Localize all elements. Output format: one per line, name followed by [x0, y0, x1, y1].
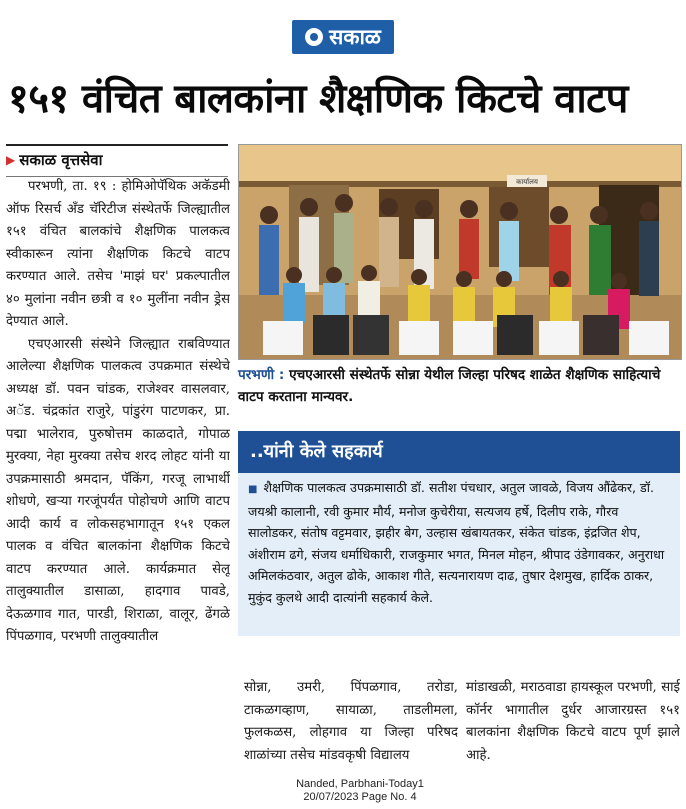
sidebar-box-body	[238, 473, 680, 636]
photo-illustration	[239, 145, 681, 359]
byline	[6, 150, 102, 170]
footer-edition: Nanded, Parbhani-Today1	[296, 778, 424, 790]
page-footer	[240, 778, 480, 804]
article-column-right	[466, 677, 680, 777]
article-continuation-right: मांडाखळी, मराठवाडा हायस्कूल परभणी, साई कॉर्नर भागातील दुर्धर आजारग्रस्त १५१ बालकांना शैक्षणिक किटचे वाटप पूर्ण झाले आहे.	[466, 680, 680, 763]
headline: १५१ वंचित बालकांना शैक्षणिक किटचे वाटप	[8, 76, 628, 122]
caption-location: परभणी :	[238, 367, 285, 383]
caption-text: एचएआरसी संस्थेतर्फे सोन्ना येथील जिल्हा परिषद शाळेत शैक्षणिक साहित्याचे वाटप करताना मान्यवर.	[238, 367, 661, 405]
masthead-title: सकाळ	[329, 24, 381, 49]
office-sign: कार्यालय	[516, 178, 538, 186]
sidebar-box-heading: ..यांनी केले सहकार्य	[238, 431, 680, 473]
footer-date-page: 20/07/2023 Page No. 4	[303, 791, 417, 803]
byline-top-rule	[6, 144, 228, 146]
article-paragraph-2: एचएआरसी संस्थेने जिल्ह्यात राबविण्यात आलेल्या शैक्षणिक पालकत्व उपक्रमात संस्थेचे अध्यक्ष डॉ. पवन चांडक, राजेश्वर वासलवार, अॅड. चंद्रकांत राजुरे, पांडुरंग पाटणकर, प्रा. पद्मा भालेराव, पुरुषोत्तम काळदाते, गोपाळ मुरक्या, नेहा मुरक्या तसेच शरद लोहट यांनी या उपक्रमासाठी श्रमदान, पॅकिंग, गरजू लाभार्थी शोधणे, खऱ्या गरजूंपर्यंत पोहोचणे आणि वाटप आदी कार्य व लोकसहभागातून १५१ एकल पालक व वंचित बालकांना शैक्षणिक किटचे वाटप करण्यात आले. कार्यक्रमात सेलू तालुक्यातील डासाळा, हादगाव पावडे, देऊळगाव गात, पारडी, शिराळा, वालूर, ढेंगळे पिंपळगाव, परभणी तालुक्यातील	[6, 336, 230, 644]
sakal-emblem-icon	[305, 28, 323, 46]
sidebar-box-text: शैक्षणिक पालकत्व उपक्रमासाठी डॉ. सतीश पंचधार, अतुल जावळे, विजय औंढेकर, डॉ. जयश्री कालानी, रवी कुमार मौर्य, मनोज कुचेरीया, सत्यजय हर्षे, दिलीप राके, गौरव सालोडकर, संतोष वट्टमवार, झहीर बेग, उल्हास खंबायतकर, संकेत चांडक, इंद्रजित शेप, अंशीराम ढगे, संजय धर्माधिकारी, राजकुमार भगत, मिनल मोहन, श्रीपाद उंडेगावकर, अनुराधा अमिलकंठवार, अतुल ढोके, आकाश गीते, सत्यनारायण दाढ, तुषार देशमुख, हार्दिक ठाकर, मुकुंद कुलथे आदी दात्यांनी सहकार्य केले.	[248, 480, 665, 605]
article-column-left	[6, 176, 230, 776]
byline-text: सकाळ वृत्तसेवा	[19, 151, 103, 169]
masthead-logo	[292, 20, 394, 54]
byline-arrow-icon: ▶	[6, 153, 16, 167]
bullet-icon: ■	[248, 484, 258, 495]
article-paragraph-1: परभणी, ता. १९ : होमिओपॅथिक अकॅडमी ऑफ रिसर्च अँड चॅरिटीज संस्थेतर्फे जिल्ह्यातील १५१ वंचित बालकांचे शैक्षणिक पालकत्व स्वीकारून त्यांना शैक्षणिक किटचे वाटप करण्यात आले. तसेच 'माझं घर' प्रकल्पातील ४० मुलांना नवीन छत्री व १० मुलींना नवीन ड्रेस देण्यात आले.	[6, 179, 230, 329]
news-photo	[238, 144, 682, 360]
photo-caption	[238, 364, 680, 408]
article-column-middle	[244, 677, 458, 777]
article-continuation-middle: सोन्ना, उमरी, पिंपळगाव, तरोडा, टाकळगव्हाण, सायाळा, ताडलीमला, फुलकळस, लोहगाव या जिल्हा परिषद शाळांच्या तसेच मांडवकृषी विद्यालय	[244, 680, 458, 763]
